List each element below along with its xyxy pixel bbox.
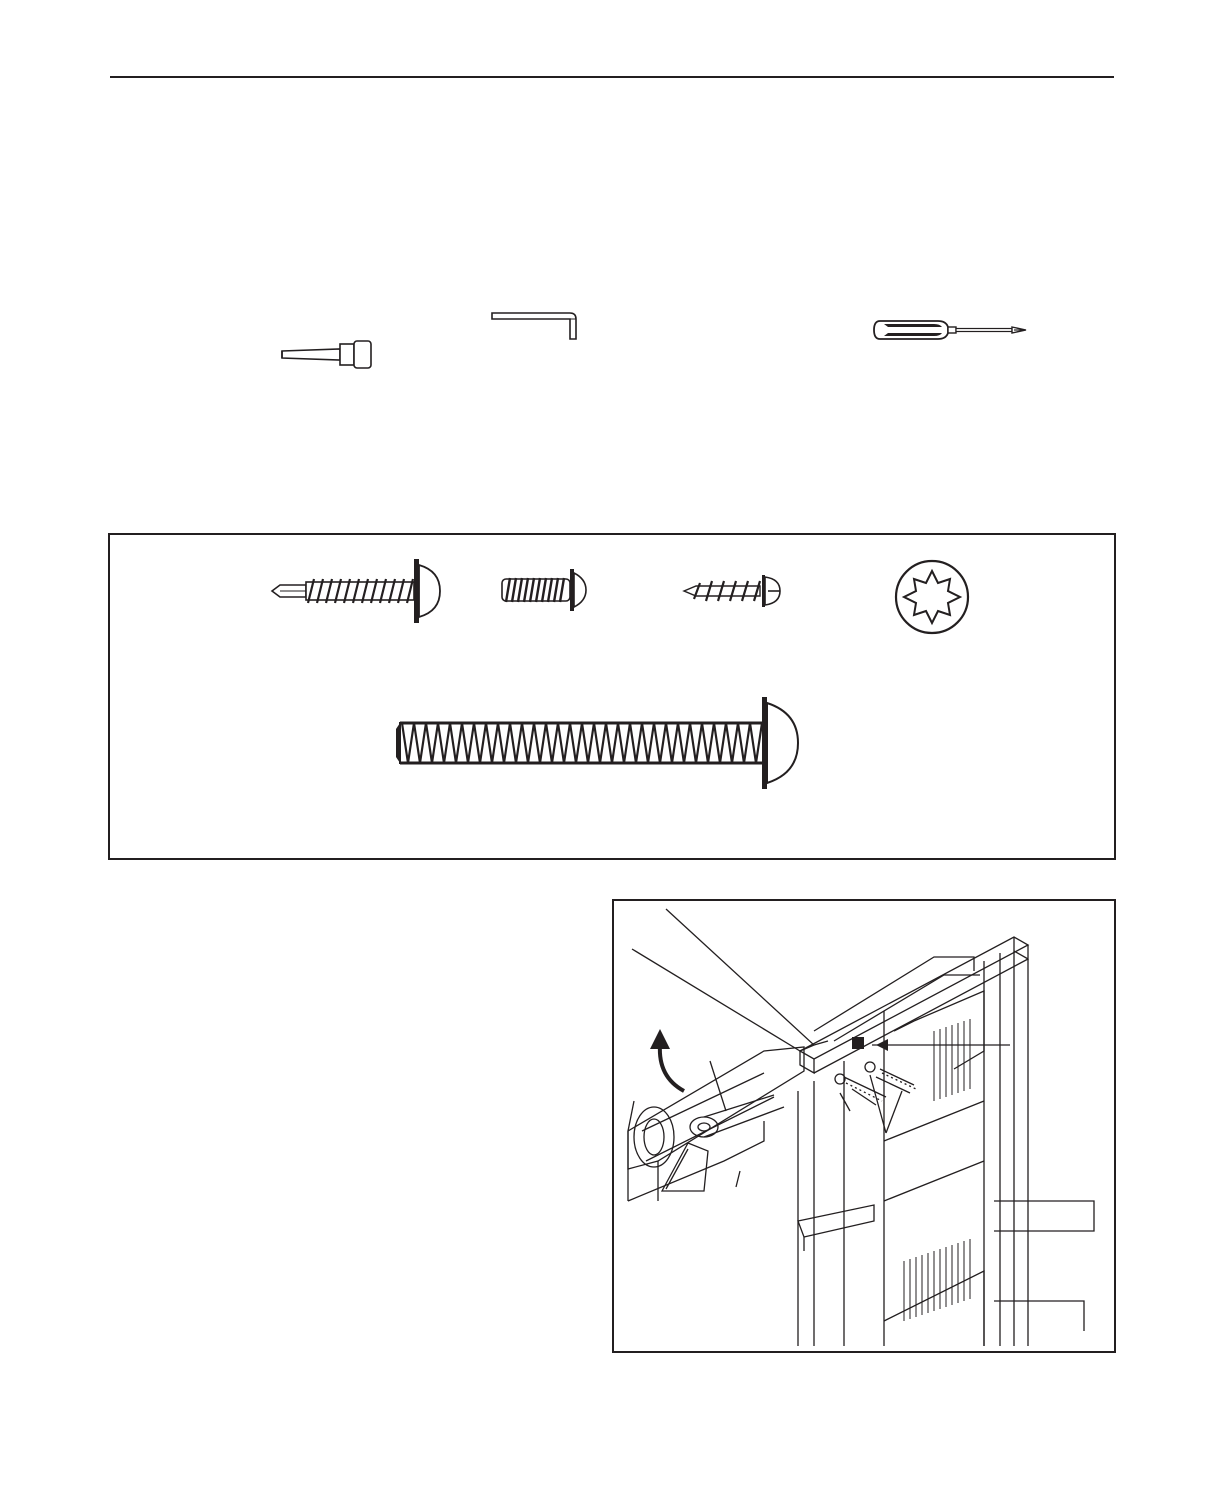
long-button-head-bolt-icon [394,695,804,791]
assembly-figure [612,899,1116,1353]
self-drilling-screw-icon [266,557,446,625]
short-machine-screw-icon [498,567,588,613]
header-rule [110,76,1114,78]
hex-key-icon [488,307,584,343]
screwdriver-icon [872,317,1032,343]
tapping-screw-icon [680,571,784,611]
star-washer-icon [880,557,984,637]
arrow-up-icon [650,1029,684,1091]
hardware-identification-chart [108,533,1116,860]
mallet-icon [278,338,378,374]
